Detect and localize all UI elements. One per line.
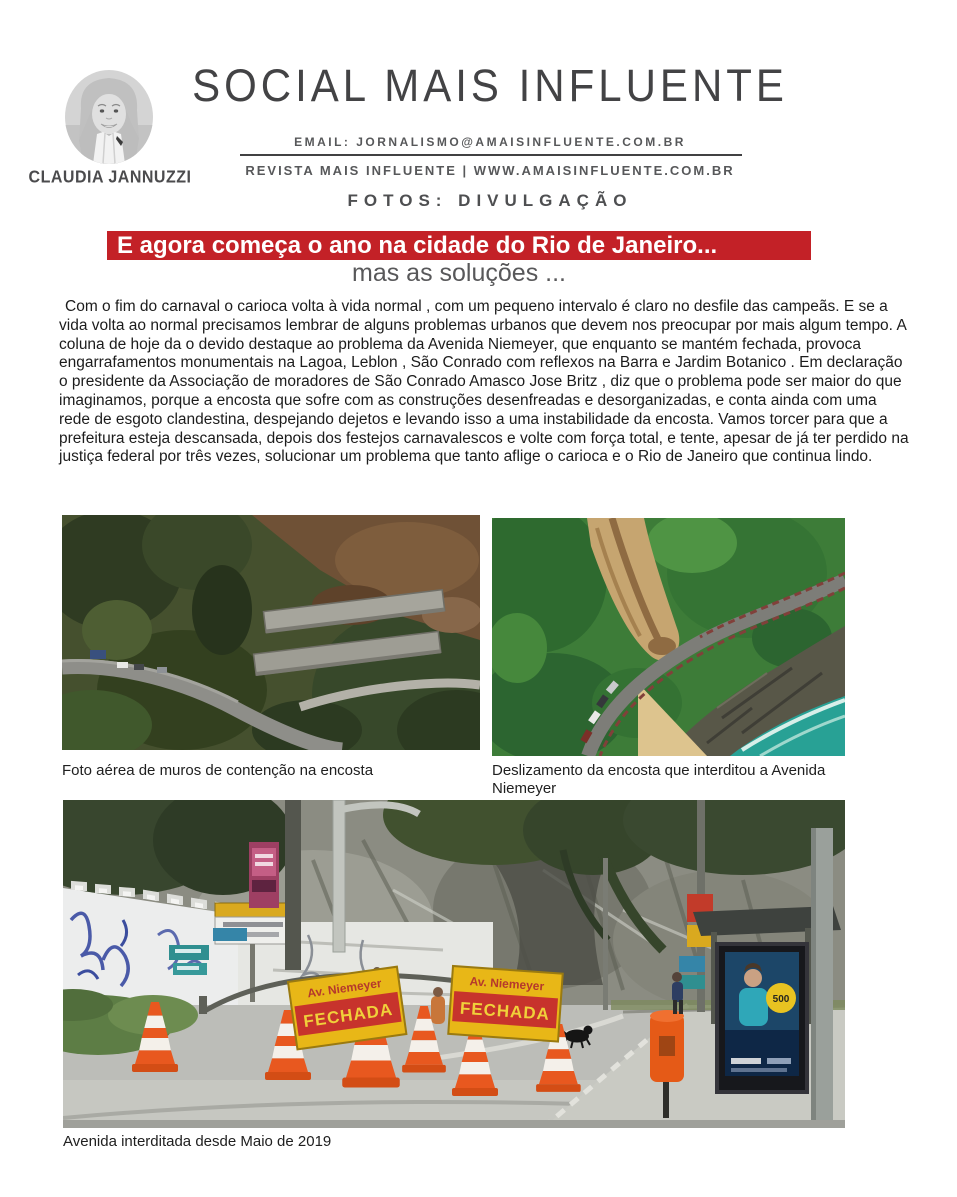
caption-landslide: Deslizamento da encosta que interditou a Avenida Niemeyer [492,762,826,797]
masthead-magazine-line: REVISTA MAIS INFLUENTE | WWW.AMAISINFLUENTE.COM.BR [245,163,735,178]
thin-pole [603,858,608,1010]
photo-credit-line: FOTOS: DIVULGAÇÃO [347,191,633,210]
closed-sign-left [288,967,406,1050]
dark-pole [285,800,301,970]
page-title: SOCIAL MAIS INFLUENTE [192,60,788,111]
photo-bottom-shadow [63,1120,845,1128]
caption-aerial-walls: Foto aérea de muros de contenção na encosta [62,762,374,779]
ad-panel [717,944,807,1092]
utility-pole [811,828,833,1128]
headline-subtitle: mas as soluções ... [352,259,566,287]
caption-closed-avenue: Avenida interditada desde Maio de 2019 [63,1133,332,1150]
author-portrait-photo [65,70,153,164]
author-name: CLAUDIA JANNUZZI [28,167,192,187]
masthead-divider [240,154,742,156]
closed-avenue-photo [63,800,845,1128]
figure-closed-avenue [63,800,845,1128]
figure-landslide [492,518,845,756]
landslide-photo [492,518,845,756]
figure-aerial-walls [62,515,480,750]
banner-pink [249,842,279,908]
closed-sign-right [448,966,562,1042]
aerial-walls-photo [62,515,480,750]
article-paragraph: Com o fim do carnaval o carioca volta à vida normal , com um pequeno intervalo é claro no desfile das campeãs. E se a vida volta ao normal precisamos lembrar de alguns problemas urbanos que devem nos preocupar por mais algum tempo. A coluna de hoje da o devido destaque ao problema da Avenida Niemeyer, que enquanto se mantém fechada, provoca engarrafamentos monumentais na Lagoa, Leblon , São Conrado com reflexos na Barra e Jardim Botanico . Em declaração o presidente da Associação de moradores de São Conrado Amasco Jose Britz , diz que o problema pode ser maior do que imaginamos, porque a encosta que sofre com as construções desenfreadas e desorganizadas, e conta ainda com uma rede de esgoto clandestina, despejando dejetos e levando isso a uma instabilidade da encosta. Vamos torcer para que a prefeitura esteja descansada, depois dos festejos carnavalescos e volte com força total, e tente, apesar de já ter perdido na justiça federal por três vezes, solucionar um problema que tanto aflige o carioca e o Rio de Janeiro que continua lindo. [59,298,909,466]
headline-banner: E agora começa o ano na cidade do Rio de Janeiro... [107,231,811,260]
ad-price-label: 500 [772,994,790,1005]
author-avatar [65,70,153,164]
masthead-email-line: EMAIL: JORNALISMO@AMAISINFLUENTE.COM.BR [294,135,686,149]
